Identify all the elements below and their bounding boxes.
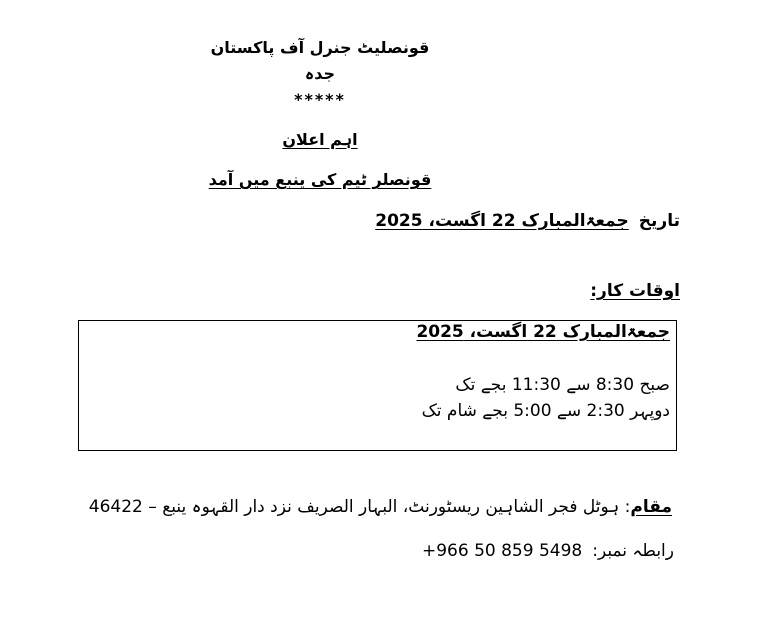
venue-label: مقام (630, 497, 672, 517)
consulate-name: قونصلیٹ جنرل آف پاکستان (210, 38, 430, 57)
announcement-title: اہم اعلان (282, 130, 358, 149)
announcement-subject: قونصلر ٹیم کی ینبع میں آمد (208, 170, 432, 189)
city-name: جدہ (304, 64, 336, 83)
hours-box-date: جمعۃالمبارک 22 اگست، 2025 (416, 322, 670, 342)
venue-line (89, 496, 672, 517)
date-line (375, 210, 680, 231)
contact-number: +966 50 859 5498 (421, 541, 583, 561)
contact-line (422, 540, 674, 561)
venue-text: : ہوٹل فجر الشاہین ریسٹورنٹ، البہار الصریف نزد دار القہوہ ینبع – 46422 (88, 497, 631, 517)
morning-hours: صبح 8:30 سے 11:30 بجے تک (455, 375, 670, 395)
contact-label: رابطہ نمبر: (592, 541, 674, 561)
afternoon-hours: دوپہر 2:30 سے 5:00 بجے شام تک (421, 401, 670, 421)
working-hours-heading: اوقات کار: (590, 281, 680, 301)
separator-stars: ***** (294, 90, 346, 109)
date-value: جمعۃالمبارک 22 اگست، 2025 (375, 211, 629, 231)
date-label: تاریخ (638, 211, 680, 231)
